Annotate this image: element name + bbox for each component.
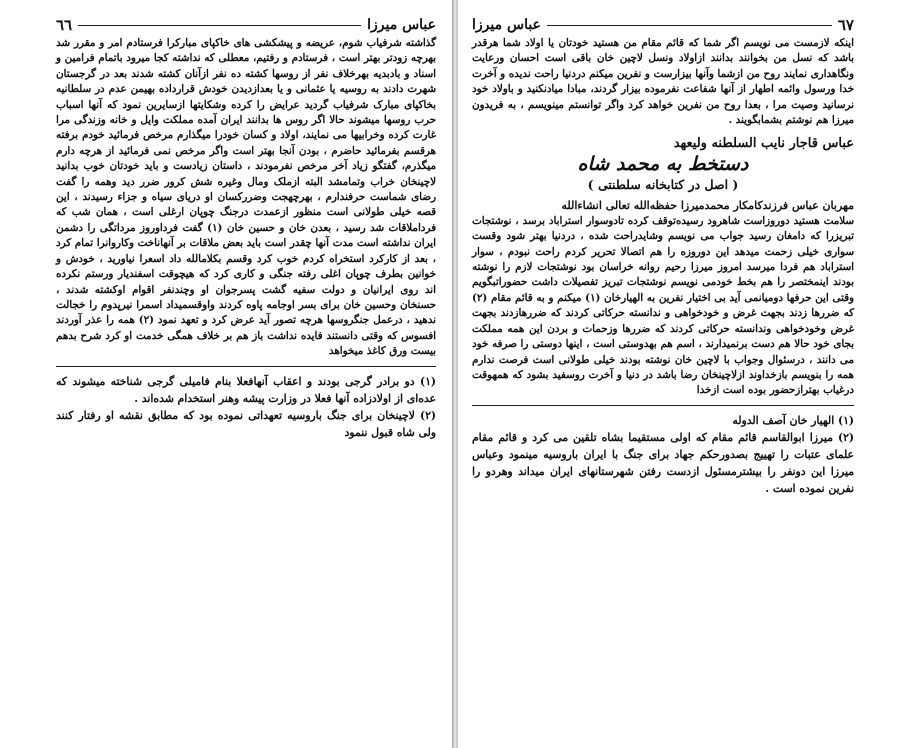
- right-page: [458, 0, 908, 748]
- left-footnote-1: (۱) دو برادر گرجی بودند و اعقاب آنهافعلا بنام فامیلی گرجی شناخته میشوند که عده‌ای از اولادزاده آنها فعلا در وزارت پیشه وهنر استخدام شده‌اند .: [56, 374, 436, 405]
- left-page-header: [56, 14, 436, 36]
- source-note: ( اصل در کتابخانه سلطنتی ): [587, 177, 739, 193]
- right-page-number: ٦٧: [837, 16, 854, 34]
- section-title: عباس قاجار نایب السلطنه ولیعهد: [673, 136, 854, 152]
- left-page: [0, 0, 452, 748]
- right-footnote-1: (۱) الهیار خان آصف الدوله: [732, 413, 854, 427]
- right-page-body-top: [472, 36, 854, 128]
- footnote-rule: [56, 366, 436, 367]
- left-page-body: [56, 36, 436, 360]
- left-page-number: ٦٦: [56, 16, 73, 34]
- letter-salutation: مهربان عباس فرزندکامکار محمدمیرزا حفظه‌الله تعالی انشاءالله: [561, 199, 854, 213]
- left-body-paragraph: گذاشته شرفیاب شوم، عریضه و پیشکشی های خاکپای مبارکرا فرستادم امر و مقرر شد بهرچه زودتر بهتر است ، فرستادم و رفتیم، معطلی که نداشته کجا میرود باتمام فرامین و اسناد و بادبدیه بهرخلاف نفر از روسها کشته ده نفر ازآنان کشته شدند بعد در گرجستان شهرت دادند به روسیه یا عثمانی و یا بعدازدیدن خودش قرارداده بهیمن عدم در سلطانیه بخاکپای مبارک شرفیاب گردید عرایض را کرده وشکایتها ازسایرین نمود که آنها اسباب حرب روسها میشوند حالا اگر روس ها بدانند ایران آمده مملکت وایل و خانه وزندگی مرا غارت کرده وخرابیها می نمایند، اولاد و کسان خودرا میگذارم مرخص فرمائید خودم برفته هرقسم بفرمائید حاضرم ، بودن آنجا بهتر است واگر مرخص نمی فرمائید از هرچه دارم میگذرم، گفتگو زیاد آخر مرخص نفرمودند ، داستان زیادست و باید خودتان خوب بدانید لاچینخان خراب وتمامشد البته ازملک ومال وغیره شش کرور ضرر دید وهمه را گفت رضای شماست حرفندارم ، بهرچهجت وضررکسان او دریای سیاه و جزاء رسیدند ، این قصه خیلی طولانی است منظور ازعمدت درجنگ چوپان ارغلی است ، همان شب که فرداملاقات شد رسید ، بعدن خان و حسین خان (۱) گفت فرداوروز مرداتگی را دشمن ایران نداشته است مدت آنها چقدر است باید بعض ملاقات بر آنهاناخت وکاروانرا تمام کرد ، بعد از کارکرد استخراه کردم خوب کرد وقسم بکلامالله داد اسعرا نیاورید ، خودش و خوانین بطرف چوپان اغلی رفته جنگی و کاری کرد که هیچوقت اسفندیار ورستم نکرده اند روی ایرانیان و دولت سفیه گشت پسرجوان او وچندنفر اقوام اوکشته شدند ، حسنخان وحسین خان برای بسر اوجامه پاوه کردند واوقسمیداد اسمرا نیرپدوم را خجالت ندهید ، درعمل جنگروسها هرچه تصور آید عرض کرد و تعهد نمود (۲) همه را عذر آوردند افسوس که وقتی دانستند فایده نداشت باز هم بر خلاف همگی خدمت او کرد شرح بدهم بیست ورق کاغذ میخواهد: [56, 37, 436, 358]
- right-body-paragraph: اینکه لازمست می نویسم اگر شما که قائم مقام من هستید خودتان یا اولاد شما هرقدر باشد که نسل من بخوانند بدانند ازاولاد ونسل لاچین خان باقی است احسان ورعایت ونگاهداری نمایند روح من ازشما وآنها بیزارست و نفرین میکنم دردنیا راحت ندیده و آخرت خدا ورسول وائمه اطهار از آنها شفاعت نفرموده بیزار گردند، مبادا میادنکنید و باولاد خود نرسانید وصیت مرا ، بعدا روح من نفرین خواهد کرد واگر توانستم مینویسم ، به فریدون میرزا هم نوشتم بشمابگویند .: [472, 37, 854, 127]
- right-footnote-2: (۲) میرزا ابوالقاسم قائم مقام که اولی مستقیما بشاه تلقین می کرد و قائم مقام علمای عتبات را تهییج بصدورحکم جهاد برای جنگ با ایران باروسیه مینمود وعباس میرزا این دونفر را بیشترمسئول ازدست رفتن شهرستانهای ایران میداند وهردو را نفرین نموده است .: [472, 430, 854, 495]
- left-footnote-2: (۲) لاچینخان برای جنگ باروسیه تعهداتی نموده بود که مطابق نقشه او رفتار کنند ولی شاه قبول ننمود: [56, 408, 436, 439]
- header-rule: [547, 25, 832, 26]
- footnote-rule: [472, 405, 854, 406]
- right-running-title: عباس میرزا: [472, 17, 541, 33]
- letter-body: [472, 198, 854, 398]
- calligraphy-heading: دستخط به محمد شاه: [577, 153, 749, 176]
- left-running-title: عباس میرزا: [367, 17, 436, 33]
- right-page-header: [472, 14, 854, 36]
- header-rule: [78, 25, 361, 26]
- letter-text: سلامت هستید دوروزاست شاهرود رسیده‌توقف کرده تادوسوار استراباد برسد ، نوشتجات تبریزرا که دامغان رسید جواب می نویسم وشایدراحت شده ، دردنیا بهتر شود وقست سواری خیلی زحمت میدهد این دوروزه را هم اتصالا تحریر کردم راحت نبودم ، سوار استراباد هم فردا میرسد امروز میرزا رحیم روانه خراسان بود نوشتجات لازم را نوشته بودند اینمختصر را هم بخط خودمی نویسم نوشتجات تبریز تفصیلات داشت حضوراتبگویم وقتی این حرفها دومیانمی آید بی اختیار نفرین به الهیارخان (۱) میکنم و به قائم مقام (۲) که ضررها زدند بجهت غرض و خودخواهی و ندانسته حرکاتی کردند که ضررهازدند بجهت غرض وخودخواهی وندانسته حرکاتی کردند که ضررها وزحمات و بردن این همه مملکت بجای خود حالا هم دست برنمیدارند ، اسم هم بهدوستی است ، اینها دوستی را صرفه خود می دانند ، درسئوال وجواب با لاچین خان نوشته بودند خیلی طولانی است فرصت ندارم همه را بنویسم بازخداوند ازلاچینخان رضا باشد در دنیا و آخرت روسفید بشود که همهوقت درغیاب بهترازحضور بوده است ازخدا: [472, 214, 854, 397]
